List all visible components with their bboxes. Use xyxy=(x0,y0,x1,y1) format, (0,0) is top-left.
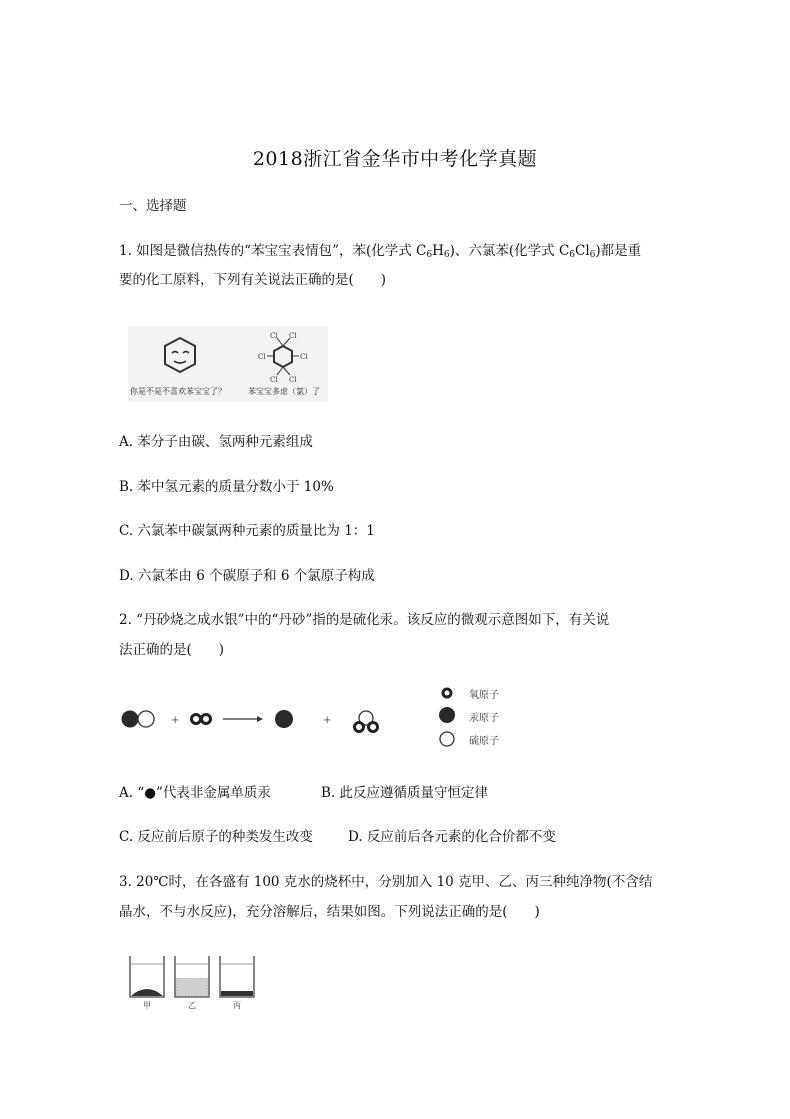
legend-label-oxygen: 氧原子 xyxy=(469,690,499,701)
q2-stem-line1: 2. “丹砂烧之成水银”中的“丹砂”指的是硫化汞。该反应的微观示意图如下，有关说 xyxy=(119,612,610,628)
q2-reaction-diagram xyxy=(119,684,531,750)
q3-beakers-figure xyxy=(125,952,260,1014)
benzene-hexagon-icon xyxy=(165,338,195,372)
q3-stem-line2: 晶水，不与水反应)，充分溶解后，结果如图。下列说法正确的是( ) xyxy=(119,904,540,920)
plus-sign: + xyxy=(171,715,180,726)
cl-label: Cl xyxy=(270,376,278,384)
beaker-label-1: 甲 xyxy=(143,1001,151,1010)
mercury-atom-icon xyxy=(275,710,293,728)
beaker-label-2: 乙 xyxy=(188,1001,196,1010)
oxygen-atom-icon xyxy=(202,715,211,724)
mercury-atom-icon xyxy=(122,711,139,728)
cl-label: Cl xyxy=(289,376,297,384)
plus-sign: + xyxy=(323,715,332,726)
oxygen-atom-icon xyxy=(369,723,378,732)
page-title: 2018浙江省金华市中考化学真题 xyxy=(252,148,538,170)
cl-label: Cl xyxy=(270,332,278,340)
section-heading: 一、选择题 xyxy=(119,198,187,214)
q1-stem-line2: 要的化工原料，下列有关说法正确的是( ) xyxy=(119,272,387,288)
beaker-1-icon xyxy=(130,956,164,997)
beaker-3-icon xyxy=(220,956,254,997)
legend-label-mercury: 汞原子 xyxy=(469,713,499,724)
oxygen-atom-icon xyxy=(192,715,201,724)
legend-mercury-icon xyxy=(439,707,455,723)
figure-caption-left: 你是不是不喜欢苯宝宝了？ xyxy=(130,387,226,396)
q1-option-d: D. 六氯苯由 6 个碳原子和 6 个氯原子构成 xyxy=(119,568,375,584)
q1-option-c: C. 六氯苯中碳氯两种元素的质量比为 1：1 xyxy=(119,523,375,539)
q2-option-c: C. 反应前后原子的种类发生改变 xyxy=(119,829,313,845)
q2-option-d: D. 反应前后各元素的化合价都不变 xyxy=(348,829,556,845)
sulfur-atom-icon xyxy=(138,711,154,727)
q2-option-b: B. 此反应遵循质量守恒定律 xyxy=(321,785,489,801)
hexachlorobenzene-icon xyxy=(274,346,292,367)
cl-label: Cl xyxy=(289,332,297,340)
beakers-svg xyxy=(125,952,260,1002)
q1-option-a: A. 苯分子由碳、氢两种元素组成 xyxy=(119,434,313,450)
q3-stem-line1: 3. 20℃时，在各盛有 100 克水的烧杯中，分别加入 10 克甲、乙、丙三种纯净物(不含结 xyxy=(119,874,653,890)
q2-stem-line2: 法正确的是( ) xyxy=(119,642,225,658)
legend-oxygen-icon xyxy=(443,689,451,697)
cl-label: Cl xyxy=(300,353,308,361)
beaker-label-3: 丙 xyxy=(233,1001,241,1010)
cl-label: Cl xyxy=(258,353,266,361)
legend-sulfur-icon xyxy=(440,732,454,746)
q1-figure xyxy=(128,326,328,402)
legend-label-sulfur: 硫原子 xyxy=(469,736,499,747)
q2-option-a: A. “●”代表非金属单质汞 xyxy=(119,785,271,801)
figure-caption-right: 苯宝宝多虑（氯）了 xyxy=(248,387,320,396)
q1-option-b: B. 苯中氢元素的质量分数小于 10% xyxy=(119,479,334,495)
q1-stem-line1: 1. 如图是微信热传的“苯宝宝表情包”，苯(化学式 $C_6H_6$)、六氯苯(化学式 $C_6Cl_6$)都是重 xyxy=(119,243,642,260)
oxygen-atom-icon xyxy=(355,723,364,732)
beaker-2-icon xyxy=(175,956,209,997)
